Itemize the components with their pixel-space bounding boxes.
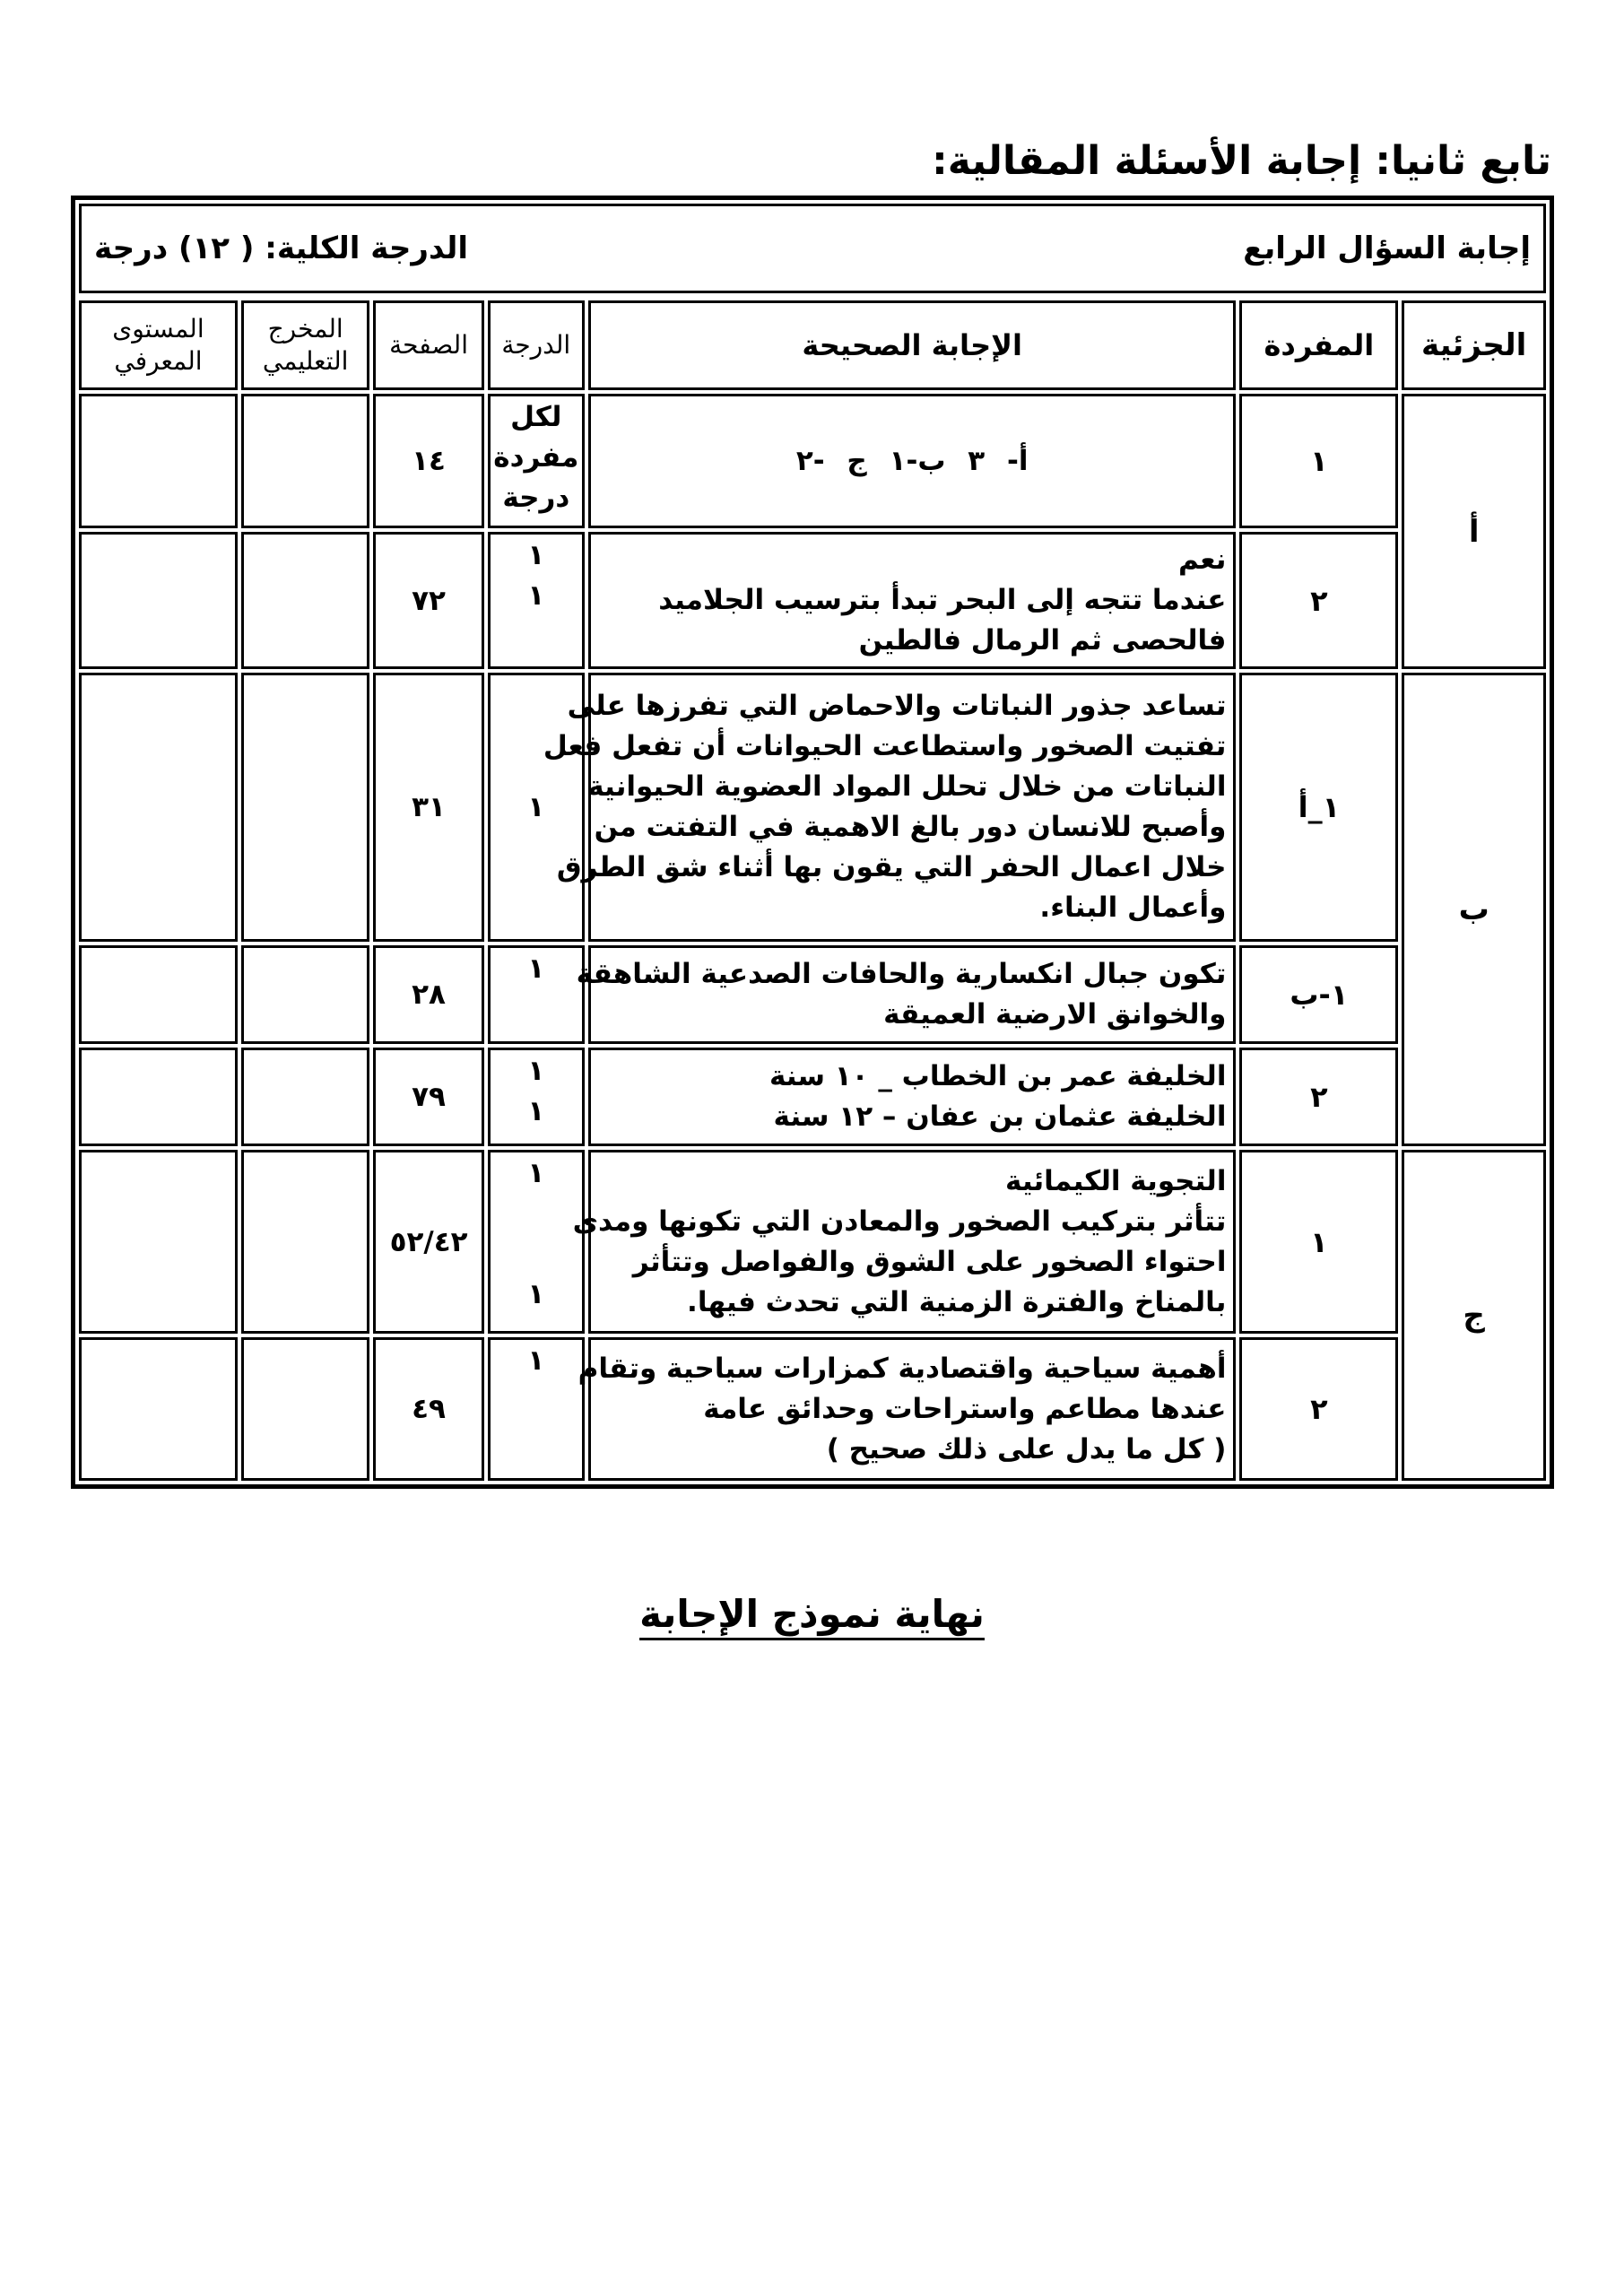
footer-title: نهاية نموذج الإجابة	[0, 1592, 1624, 1636]
grade-line: لكل	[510, 401, 562, 433]
question-title: إجابة السؤال الرابع	[1243, 230, 1531, 266]
level-cell	[79, 945, 238, 1044]
answer-line: تفتيت الصخور واستطاعت الحيوانات أن تفعل فعل	[543, 730, 1227, 762]
grade-cell	[488, 945, 585, 1044]
level-cell	[79, 394, 238, 528]
level-cell	[79, 532, 238, 669]
answer-cell	[588, 1048, 1237, 1146]
answer-line: بالمناخ والفترة الزمنية التي تحدث فيها.	[687, 1285, 1227, 1318]
grade-line: ١	[527, 579, 545, 612]
answer-cell	[543, 673, 1237, 942]
page-cell: ٤٩	[373, 1337, 483, 1481]
answer-line: عندما تتجه إلى البحر تبدأ بترسيب الجلاميد	[658, 584, 1227, 616]
grade-line	[491, 1194, 581, 1234]
answer-line: تتأثر بتركيب الصخور والمعادن التي تكونها ومدى	[572, 1205, 1227, 1238]
table-row	[79, 1150, 1546, 1334]
grade-cell	[488, 1150, 585, 1334]
answer-line: نعم	[1178, 544, 1227, 576]
answer-line: الخليفة عمر بن الخطاب _ ١٠ سنة	[769, 1060, 1227, 1092]
answer-line: التجوية الكيمائية	[1005, 1164, 1227, 1197]
answer-line: أهمية سياحية واقتصادية كمزارات سياحية وتقام	[578, 1352, 1227, 1385]
page-cell: ٧٩	[373, 1048, 483, 1146]
answer-line: والخوانق الارضية العميقة	[883, 998, 1227, 1031]
part-cell: ج	[1402, 1150, 1546, 1481]
level-cell	[79, 1048, 238, 1146]
page-cell: ٧٢	[373, 532, 483, 669]
grade-cell	[488, 394, 585, 528]
col-grade: الدرجة	[488, 300, 585, 390]
outcome-cell	[241, 394, 370, 528]
answer-line: فالحصى ثم الرمال فالطين	[858, 624, 1227, 657]
page-heading: تابع ثانيا: إجابة الأسئلة المقالية:	[932, 138, 1551, 184]
item-cell: ٢	[1239, 1337, 1398, 1481]
grade-line: ١	[527, 1055, 545, 1087]
answer-line: احتواء الصخور على الشوق والفواصل وتتأثر	[632, 1245, 1227, 1278]
grade-cell	[488, 1048, 585, 1146]
part-cell: أ	[1402, 394, 1546, 669]
answer-cell	[588, 394, 1237, 528]
item-cell: ٢	[1239, 1048, 1398, 1146]
item-cell: ١	[1239, 1150, 1398, 1334]
outcome-cell	[241, 945, 370, 1044]
grade-line: ١	[527, 1095, 545, 1127]
grade-line: مفردة	[493, 441, 579, 474]
level-cell	[79, 1337, 238, 1481]
answer-line: وأعمال البناء.	[1039, 891, 1227, 924]
item-cell: ٢	[1239, 532, 1398, 669]
page-cell: ١٤	[373, 394, 483, 528]
answer-line: عندها مطاعم واستراحات وحدائق عامة	[703, 1392, 1227, 1425]
page-cell: ٥٢/٤٢	[373, 1150, 483, 1334]
col-answer: الإجابة الصحيحة	[588, 300, 1237, 390]
grade-line	[491, 616, 581, 657]
answer-line: أ- ٣ ب-١ ج -٢	[795, 444, 1029, 477]
grade-line: ١	[527, 790, 545, 823]
item-cell: ١	[1239, 394, 1398, 528]
level-cell	[79, 1150, 238, 1334]
answer-sheet	[71, 196, 1554, 1489]
page-cell: ٢٨	[373, 945, 483, 1044]
answer-line: تكون جبال انكسارية والحافات الصدعية الشاهقة	[576, 958, 1227, 990]
answer-line: تساعد جذور النباتات والاحماض التي تفرزها على	[567, 690, 1227, 722]
part-cell: ب	[1402, 673, 1546, 1146]
outcome-cell	[241, 1150, 370, 1334]
question-total-grade: الدرجة الكلية: ( ١٢) درجة	[94, 230, 469, 266]
table-row	[79, 673, 1546, 942]
grade-line: ١	[527, 1157, 545, 1189]
level-cell	[79, 673, 238, 942]
col-page: الصفحة	[373, 300, 483, 390]
answer-line: النباتات من خلال تحلل المواد العضوية الحيوانية	[587, 770, 1227, 803]
answer-cell	[576, 945, 1237, 1044]
table-row	[79, 1337, 1546, 1481]
answer-cell	[572, 1150, 1237, 1334]
col-item: المفردة	[1239, 300, 1398, 390]
grade-cell	[488, 1337, 585, 1481]
col-outcome: المخرج التعليمي	[241, 300, 370, 390]
item-cell: ١-ب	[1239, 945, 1398, 1044]
answer-line: الخليفة عثمان بن عفان – ١٢ سنة	[773, 1100, 1227, 1133]
outcome-cell	[241, 1048, 370, 1146]
answer-table	[75, 297, 1550, 1484]
grade-line: درجة	[502, 482, 570, 514]
answer-line: ( كل ما يدل على ذلك صحيح )	[826, 1432, 1227, 1465]
grade-line: ١	[527, 539, 545, 571]
outcome-cell	[241, 532, 370, 669]
answer-line: خلال اعمال الحفر التي يقون بها أثناء شق الطرق	[556, 851, 1227, 883]
table-row	[79, 1048, 1546, 1146]
grade-line: ١	[527, 1278, 545, 1310]
grade-line	[491, 1234, 581, 1274]
col-level: المستوى المعرفي	[79, 300, 238, 390]
table-row	[79, 532, 1546, 669]
grade-line	[491, 1381, 581, 1422]
grade-line: ١	[527, 1344, 545, 1377]
outcome-cell	[241, 673, 370, 942]
grade-line: ١	[527, 952, 545, 985]
answer-cell	[578, 1337, 1237, 1481]
answer-cell	[588, 532, 1237, 669]
outcome-cell	[241, 1337, 370, 1481]
col-part: الجزئية	[1402, 300, 1546, 390]
page-cell: ٣١	[373, 673, 483, 942]
answer-line: وأصبح للانسان دور بالغ الاهمية في التفتت من	[594, 811, 1227, 843]
table-row	[79, 394, 1546, 528]
grade-line	[491, 989, 581, 1030]
grade-cell	[488, 532, 585, 669]
table-row	[79, 945, 1546, 1044]
question-header	[79, 204, 1546, 293]
table-header-row	[79, 300, 1546, 390]
item-cell: ١_أ	[1239, 673, 1398, 942]
grade-line	[491, 1422, 581, 1462]
